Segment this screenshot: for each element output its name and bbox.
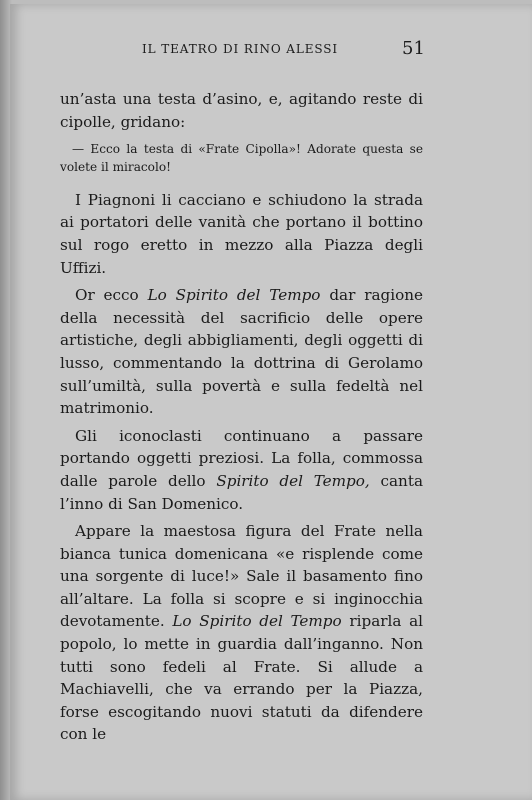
paragraph-3 xyxy=(60,284,423,420)
paragraph-5 xyxy=(60,520,423,746)
page-number: 51 xyxy=(402,38,425,59)
paragraph-3-italic: Lo Spirito del Tempo xyxy=(147,286,321,305)
paragraph-5-text-a: Appare la maestosa figura del Frate nella bianca tunica domenicana «e risplende come una sorgente di luce!» Sale il basamento fino all’altare. La folla si scopre e si inginocchia devotamente. xyxy=(60,522,423,631)
paragraph-3-text-a: Or ecco xyxy=(75,286,148,305)
paragraph-4-italic: Spirito del Tempo, xyxy=(216,471,370,490)
paragraph-3-text-b: dar ragione della necessità del sacrificio delle opere artistiche, degli abbigliamenti, degli oggetti di lusso, commentando la dottrina di Gerolamo sull’umiltà, sulla povertà e sulla fedeltà nel matrimonio. xyxy=(60,286,424,418)
paragraph-5-italic: Lo Spirito del Tempo xyxy=(172,612,342,631)
paragraph-5-text-b: riparla al popolo, lo mette in guardia dall’inganno. Non tutti sono fedeli al Frate. Si allude a Machiavelli, che va errando per la Piazza, forse escogitando nuovi statuti da difendere con le xyxy=(60,612,423,744)
paragraph-4-text-a: Gli iconoclasti continuano a passare portando oggetti preziosi. La folla, commossa dalle parole dello xyxy=(60,426,423,490)
page-header xyxy=(0,38,532,66)
page-body xyxy=(60,88,423,751)
paragraph-2: I Piagnoni li cacciano e schiudono la strada ai portatori delle vanità che portano il bottino sul rogo eretto in mezzo alla Piazza degli Uffizi. xyxy=(60,190,423,277)
running-head: IL TEATRO DI RINO ALESSI xyxy=(142,42,339,56)
quoted-line xyxy=(60,141,423,177)
paragraph-4-text-b: canta l’inno di San Domenico. xyxy=(60,471,423,513)
paragraph-1: un’asta una testa d’asino, e, agitando reste di cipolle, gridano: xyxy=(60,90,423,131)
quote-text: — Ecco la testa di «Frate Cipolla»! Adorate questa se volete il miracolo! xyxy=(60,142,423,174)
paragraph-4 xyxy=(60,425,423,515)
